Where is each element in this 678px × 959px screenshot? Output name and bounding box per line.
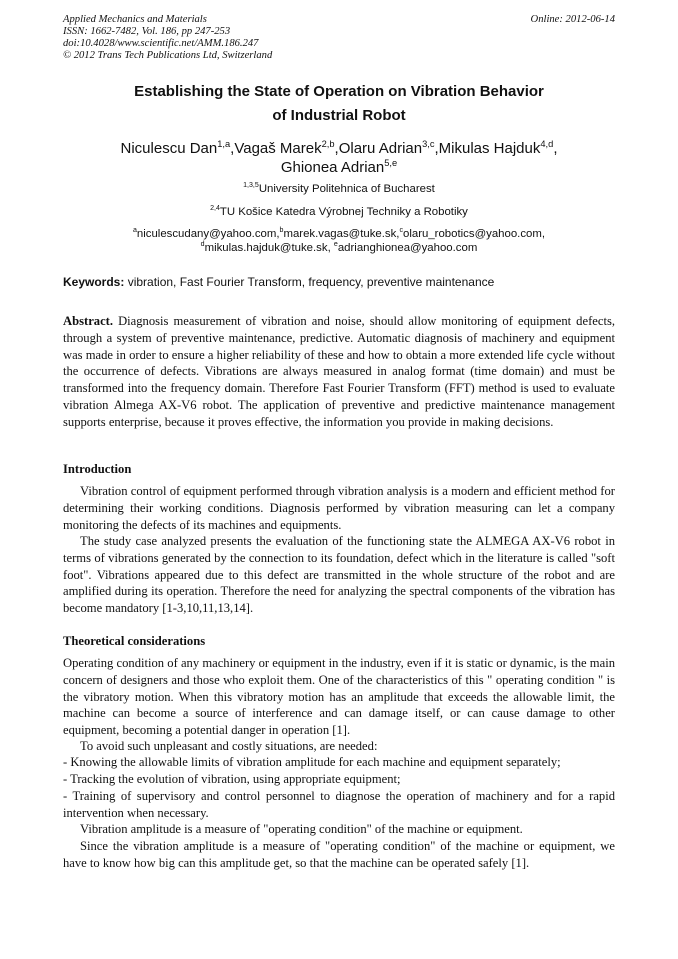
author-name: Ghionea Adrian xyxy=(280,159,385,176)
abstract-label: Abstract. xyxy=(63,314,114,328)
introduction-paragraph-1: Vibration control of equipment performed through vibration analysis is a modern and efficient method for determining their working conditions. Diagnosis performed by vibration measuring can let a company monitoring the defects of its machines and equipments. xyxy=(63,484,615,532)
page-header xyxy=(63,14,615,62)
theory-paragraph-3: Vibration amplitude is a measure of "operating condition" of the machine or equipment. xyxy=(80,822,523,836)
list-item: - Tracking the evolution of vibration, using appropriate equipment; xyxy=(63,772,401,786)
online-date: Online: 2012-06-14 xyxy=(530,14,615,25)
affiliation-sup: 2,4 xyxy=(210,205,220,213)
issn-line: ISSN: 1662-7482, Vol. 186, pp 247-253 xyxy=(63,26,231,37)
affiliation-sup: 1,3,5 xyxy=(243,182,259,190)
title-line-2: of Industrial Robot xyxy=(272,107,406,124)
email-address: olaru_robotics@yahoo.com, xyxy=(403,228,546,240)
theory-paragraph-1: Operating condition of any machinery or equipment in the industry, even if it is static or dynamic, is the main concern of designers and those who exploit them. One of the characteristics of this " operating condition " is the vibratory motion. When this vibratory motion has an amplitude that exceeds the allowable limit, the machine can become a source of interference and can damage itself, or can cause damage to other equipment, becoming a potential danger in operation [1]. xyxy=(63,656,615,738)
author-sup: 4,d xyxy=(540,139,554,149)
author-list xyxy=(63,139,615,177)
section-heading-theory: Theoretical considerations xyxy=(63,634,206,648)
copyright-line: © 2012 Trans Tech Publications Ltd, Switzerland xyxy=(63,50,273,61)
paper-title xyxy=(63,80,615,128)
email-line-2 xyxy=(63,241,615,255)
author-name: ,Olaru Adrian xyxy=(334,140,423,157)
author-sup: 5,e xyxy=(384,158,398,168)
title-line-1: Establishing the State of Operation on Vibration Behavior xyxy=(134,83,544,100)
author-line-2 xyxy=(63,158,615,177)
theory-paragraph-4: Since the vibration amplitude is a measure of "operating condition" of the machine or equipment, we have to know how big can this amplitude get, so that the machine can be operated safely [1]. xyxy=(63,839,615,870)
email-address: niculescudany@yahoo.com, xyxy=(136,228,280,240)
author-name: ,Mikulas Hajduk xyxy=(434,140,541,157)
email-line-1 xyxy=(63,227,615,241)
email-sup: d xyxy=(200,241,205,249)
email-sup: e xyxy=(333,241,338,249)
author-name: ,Vagaš Marek xyxy=(230,140,322,157)
affiliation-text: TU Košice Katedra Výrobnej Techniky a Robotiky xyxy=(219,206,468,218)
email-sup: b xyxy=(279,227,284,235)
journal-name: Applied Mechanics and Materials xyxy=(63,14,207,25)
affiliation-text: University Politehnica of Bucharest xyxy=(258,183,435,195)
section-heading-introduction: Introduction xyxy=(63,462,132,476)
author-separator: , xyxy=(553,140,558,157)
email-address: adrianghionea@yahoo.com xyxy=(337,242,478,254)
theory-paragraph-2: To avoid such unpleasant and costly situations, are needed: xyxy=(80,739,378,753)
affiliation-2 xyxy=(63,205,615,219)
email-sup: a xyxy=(132,227,137,235)
abstract-text: Diagnosis measurement of vibration and noise, should allow monitoring of equipment defects, through a system of preventive maintenance, predictive. Automatic diagnosis of machinery and equipment was made in order to ensure a higher reliability of these and how to obtain a more extended life cycle without the occurrence of defects. Vibrations are always measured in analog format (time domain) and must be transformed into the frequency domain. Therefore Fast Fourier Transform (FFT) method is used to evaluate vibration Almega AX-V6 robot. The application of preventive and predictive maintenance management supports enterprise, because it proves effective, the information you provide in making decisions. xyxy=(63,314,615,429)
email-address: marek.vagas@tuke.sk, xyxy=(283,228,400,240)
author-name: Niculescu Dan xyxy=(120,140,218,157)
author-sup: 2,b xyxy=(321,139,335,149)
email-address: mikulas.hajduk@tuke.sk, xyxy=(204,242,331,254)
author-sup: 1,a xyxy=(217,139,231,149)
keywords-text: vibration, Fast Fourier Transform, frequency, preventive maintenance xyxy=(124,275,495,289)
keywords-label: Keywords: xyxy=(63,275,125,289)
keywords xyxy=(63,275,615,290)
author-sup: 3,c xyxy=(422,139,435,149)
email-sup: c xyxy=(399,227,404,235)
author-line-1 xyxy=(63,139,615,158)
affiliation-1 xyxy=(63,182,615,196)
introduction-paragraph-2: The study case analyzed presents the evaluation of the functioning state the ALMEGA AX-V6 robot in terms of vibrations generated by the connection to its foundation, defect which in the literature is called "soft foot". Vibrations appeared due to this defect are transmitted in the whole structure of the robot and are amplified during its operation. Therefore the need for analyzing the spectral components of the vibration has become mandatory [1-3,10,11,13,14]. xyxy=(63,534,615,616)
doi-line: doi:10.4028/www.scientific.net/AMM.186.247 xyxy=(63,38,259,49)
list-item: - Training of supervisory and control personnel to diagnose the operation of machinery and for a rapid intervention when necessary. xyxy=(63,789,615,820)
list-item: - Knowing the allowable limits of vibration amplitude for each machine and equipment separately; xyxy=(63,755,561,769)
abstract xyxy=(63,313,615,431)
